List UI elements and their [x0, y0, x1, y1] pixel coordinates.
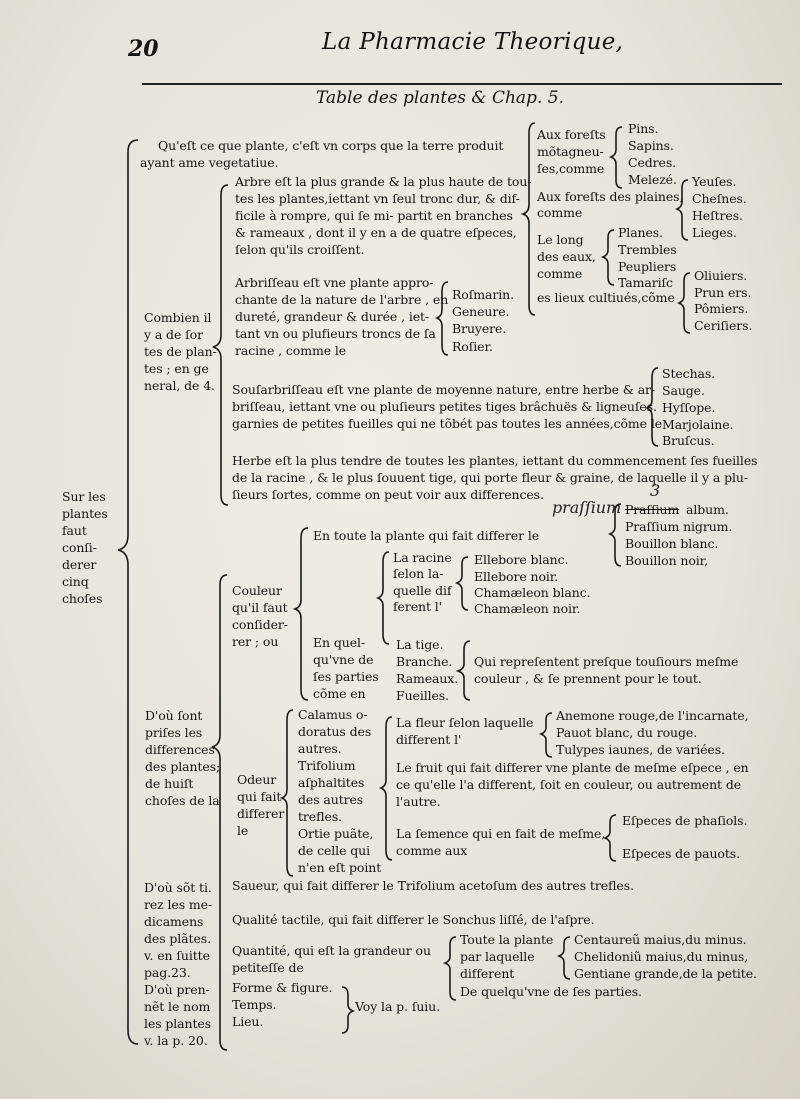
text-line: ce qu'elle l'a different, ſoit en couleur, ou autrement de: [396, 777, 742, 792]
text-line: Anemone rouge,de l'incarnate,: [556, 708, 749, 723]
text-line: tes de plan-: [144, 344, 217, 359]
text-line: La racine: [393, 550, 452, 565]
text-line: Calamus o-: [298, 707, 368, 722]
text-line: Ellebore blanc.: [474, 552, 569, 567]
text-line: par laquelle: [460, 949, 535, 964]
brace-main: [118, 140, 138, 1044]
text-line: & rameaux , dont il y en a de quatre eſpeces,: [235, 225, 517, 240]
text-line: des eaux,: [537, 249, 596, 264]
text-line: tes les plantes,iettant vn ſeul tronc dur, & dif-: [235, 191, 520, 206]
text-line: Tamariſc: [618, 275, 673, 290]
text-line: different: [460, 966, 515, 981]
text-line: Heſtres.: [692, 208, 743, 223]
brace-montagne: [611, 127, 622, 188]
text-line: de huiſt: [145, 776, 194, 791]
text-line: ſes,comme: [537, 161, 605, 176]
text-line: album.: [686, 502, 729, 517]
text-line: garnies de petites fueilles qui ne tõbét pas toutes les années,cõme le: [232, 416, 663, 431]
text-line: Herbe eſt la plus tendre de toutes les plantes, iettant du commencement ſes fueilles: [232, 453, 758, 468]
text-line: Bouillon blanc.: [625, 536, 719, 551]
text-line: Pômiers.: [694, 301, 749, 316]
text-line: comme: [537, 205, 583, 220]
text-line: Chelidoniũ maius,du minus,: [574, 949, 749, 964]
text-line: Fueilles.: [396, 688, 450, 703]
text-line: Temps.: [232, 997, 277, 1012]
brace-calamus: [282, 710, 293, 876]
brace-forme: [342, 987, 353, 1033]
brace-quantite: [445, 937, 456, 1000]
text-line: Qualité tactile, qui fait differer le Sonchus liſſé, de l'aſpre.: [232, 912, 595, 927]
text-line: Praſſium nigrum.: [625, 519, 733, 534]
text-line: ficile à rompre, qui ſe mi- partit en branches: [235, 208, 513, 223]
text-line: v. la p. 20.: [144, 1033, 208, 1048]
text-line: De quelqu'vne de ſes parties.: [460, 984, 642, 999]
text-line: En toute la plante qui fait differer le: [313, 528, 540, 543]
text-line: rer ; ou: [232, 634, 279, 649]
text-line: D'où ſont: [145, 708, 203, 723]
text-line: D'où pren-: [144, 982, 210, 997]
text-line: Aux foreſts: [537, 127, 606, 142]
text-line: v. en ſuitte: [144, 948, 210, 963]
text-line: quelle dif: [393, 583, 452, 598]
text-line: tant vn ou plufieurs troncs de ſa: [235, 326, 436, 341]
text-line: conſider-: [232, 617, 288, 632]
text-line: cinq: [62, 574, 89, 589]
text-line: petiteſſe de: [232, 960, 304, 975]
text-line: Prun ers.: [694, 285, 752, 300]
text-line: y a de ſor: [144, 327, 203, 342]
text-line: Voy la p. ſuiu.: [355, 999, 441, 1014]
handwritten-mark: 3: [650, 481, 661, 500]
text-line: Couleur: [232, 583, 282, 598]
text-line: Trembles: [618, 242, 677, 257]
text-line: Quantité, qui eſt la grandeur ou: [232, 943, 431, 958]
text-line: qu'il faut: [232, 600, 288, 615]
page-number: 20: [128, 36, 159, 62]
text-line: Chamæleon blanc.: [474, 585, 591, 600]
text-line: Odeur: [237, 772, 277, 787]
text-line: faut: [62, 523, 87, 538]
text-line: Bruſcus.: [662, 433, 715, 448]
text-line: le: [237, 823, 249, 838]
text-line: La tige.: [396, 637, 444, 652]
text-line: ſes parties: [313, 669, 379, 684]
text-line: Trifolium: [298, 758, 356, 773]
brace-parties: [458, 641, 470, 700]
text-line: Geneure.: [452, 304, 510, 319]
text-line: ſieurs ſortes, comme on peut voir aux differences.: [232, 487, 544, 502]
text-line: Toute la plante: [460, 932, 554, 947]
text-line: differences: [145, 742, 215, 757]
text-line: de la racine , & le plus ſouuent tige, qui porte fleur & graine, de laquelle il y a plu-: [232, 470, 748, 485]
brace-cultives: [679, 273, 690, 333]
text-line: Bruyere.: [452, 321, 507, 336]
text-line: ferent l': [393, 599, 442, 614]
running-title: La Pharmacie Theorique,: [322, 29, 624, 55]
table-title: Table des plantes & Chap. 5.: [316, 88, 564, 108]
brace-racine-plante: [378, 552, 389, 644]
text-line: cõme en: [313, 686, 366, 701]
text-line: Arbre eſt la plus grande & la plus haute de tou-: [235, 174, 532, 189]
text-line: Pauot blanc, du rouge.: [556, 725, 698, 740]
text-line: Gentiane grande,de la petite.: [574, 966, 757, 981]
text-line: Souſarbriſſeau eſt vne plante de moyenne nature, entre herbe & ar-: [232, 382, 656, 397]
handwritten-insertion: praſſium: [552, 498, 622, 517]
text-line: l'autre.: [396, 794, 441, 809]
text-line: Ortie puãte,: [298, 826, 374, 841]
text-line: Ceriſiers.: [694, 318, 753, 333]
text-line: Bouillon noir,: [625, 553, 709, 568]
text-line: les plantes: [144, 1016, 212, 1031]
text-line: neral, de 4.: [144, 378, 215, 393]
text-line: ſelon la-: [393, 566, 444, 581]
text-line: Eſpeces de pauots.: [622, 846, 740, 861]
text-line: Yeuſes.: [692, 174, 737, 189]
brace-semence: [605, 815, 616, 861]
text-line: des plantes;: [145, 759, 221, 774]
text-line: trefles.: [298, 809, 343, 824]
text-line: different l': [396, 732, 462, 747]
text-line: autres.: [298, 741, 342, 756]
text-line: doratus des: [298, 724, 372, 739]
brace-toute: [559, 937, 570, 979]
text-line: Stechas.: [662, 366, 716, 381]
text-line: comme aux: [396, 843, 468, 858]
text-line: Pins.: [628, 121, 659, 136]
text-line: differer: [237, 806, 285, 821]
text-line: qu'vne de: [313, 652, 374, 667]
text-line: Sapins.: [628, 138, 674, 153]
text-line: conſi-: [62, 540, 97, 555]
text-line: Roſmarin.: [452, 287, 514, 302]
text-line: La fleur ſelon laquelle: [396, 715, 534, 730]
text-line: comme: [537, 266, 583, 281]
text-line: choſes: [62, 591, 103, 606]
text-line: Rameaux.: [396, 671, 459, 686]
text-line: ſelon qu'ils croiſſent.: [235, 242, 365, 257]
text-line: ayant ame vegetatiue.: [140, 155, 279, 170]
text-line: rez les me-: [144, 897, 213, 912]
text-line: qui fait: [237, 789, 282, 804]
text-line: derer: [62, 557, 97, 572]
brace-eaux: [603, 230, 614, 285]
text-line: choſes de la: [145, 793, 220, 808]
text-line: tes ; en ge: [144, 361, 209, 376]
text-line: couleur , & ſe prennent pour le tout.: [474, 671, 702, 686]
brace-couleur: [295, 528, 308, 700]
text-line: Branche.: [396, 654, 453, 669]
text-line: Sauge.: [662, 383, 705, 398]
text-line: Ellebore noir.: [474, 569, 559, 584]
text-line: Le long: [537, 232, 584, 247]
text-line: Planes.: [618, 225, 663, 240]
text-line: n'en eſt point: [298, 860, 382, 875]
brace-racine: [457, 557, 468, 610]
text-line: Aux foreſts des plaines,: [537, 189, 684, 204]
text-line: Cheſnes.: [692, 191, 747, 206]
text-line: Tulypes iaunes, de variées.: [556, 742, 725, 757]
text-line: des autres: [298, 792, 364, 807]
text-line: Qu'eſt ce que plante, c'eſt vn corps que la terre produit: [158, 138, 504, 153]
text-line: Cedres.: [628, 155, 677, 170]
text-line: briſſeau, iettant vne ou pluſieurs petites tiges brâchuës & ligneuſes.: [232, 399, 657, 414]
text-line: Sur les: [62, 489, 106, 504]
text-line: Qui repreſentent preſque touſiours meſme: [474, 654, 739, 669]
text-line: priſes les: [145, 725, 203, 740]
text-line: aſphaltites: [298, 775, 365, 790]
text-line: plantes: [62, 506, 108, 521]
text-line: Peupliers: [618, 259, 677, 274]
text-line: Arbriſſeau eſt vne plante appro-: [235, 275, 434, 290]
text-line: nẽt le nom: [144, 999, 211, 1014]
text-line: dureté, grandeur & durée , iet-: [235, 309, 430, 324]
text-line: Hyſſope.: [662, 400, 716, 415]
text-line: Centaureũ maius,du minus.: [574, 932, 747, 947]
text-line: Melezé.: [628, 172, 677, 187]
text-line: Oliuiers.: [694, 268, 748, 283]
text-line: En quel-: [313, 635, 366, 650]
text-line: de celle qui: [298, 843, 370, 858]
text-line: pag.23.: [144, 965, 191, 980]
text-line: es lieux cultiués,cõme: [537, 290, 675, 305]
text-line: La ſemence qui en fait de meſme,: [396, 826, 606, 841]
text-line: Combien il: [144, 310, 212, 325]
brace-fleur-fruit: [381, 717, 392, 860]
text-line: mõtagneu-: [537, 144, 604, 159]
text-line: Saueur, qui fait differer le Trifolium acetoſum des autres trefles.: [232, 878, 634, 893]
text-line: chante de la nature de l'arbre , en: [235, 292, 449, 307]
text-line: dicamens: [144, 914, 204, 929]
text-line: Forme & figure.: [232, 980, 333, 995]
text-line: racine , comme le: [235, 343, 347, 358]
text-line: Eſpeces de phaſiols.: [622, 813, 748, 828]
text-line: des plãtes.: [144, 931, 211, 946]
text-line: Lieu.: [232, 1014, 264, 1029]
text-line: Le fruit qui fait differer vne plante de meſme eſpece , en: [396, 760, 749, 775]
text-line: D'où sõt ti.: [144, 880, 212, 895]
text-line: Lieges.: [692, 225, 737, 240]
text-line: Marjolaine.: [662, 417, 734, 432]
struck-word: Praſſium: [625, 502, 680, 517]
brace-arbre: [523, 123, 535, 315]
brace-fleur: [541, 713, 552, 757]
text-line: Roſier.: [452, 339, 493, 354]
text-line: Chamæleon noir.: [474, 601, 581, 616]
brace-differences: [212, 575, 227, 1050]
